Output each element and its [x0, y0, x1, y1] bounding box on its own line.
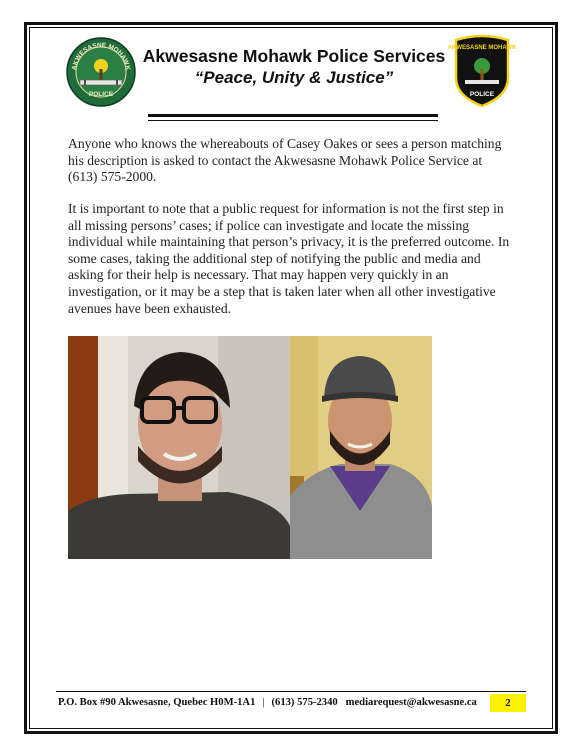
badge-bottom-text: POLICE [469, 91, 495, 98]
footer-phone: (613) 575-2340 [271, 697, 338, 708]
missing-person-photo-1 [68, 336, 290, 559]
person-photo-glasses-icon [68, 336, 290, 559]
footer-separator: | [262, 697, 265, 708]
police-seal-logo [66, 36, 136, 108]
person-photo-cap-icon [290, 336, 432, 559]
footer-address: P.O. Box #90 Akwesasne, Quebec H0M-1A1 [58, 697, 256, 708]
header-divider-thick [148, 114, 438, 117]
akwesasne-police-seal-icon [66, 36, 136, 108]
police-badge-logo [447, 34, 517, 108]
header-divider-thin [148, 120, 438, 121]
organization-name: Akwesasne Mohawk Police Services [142, 46, 446, 66]
badge-top-text: AKWESASNE MOHAWK [447, 45, 517, 51]
akwesasne-police-badge-icon [447, 34, 517, 108]
missing-person-photo-2 [290, 336, 432, 559]
footer-email: mediarequest@akwesasne.ca [345, 697, 477, 708]
policy-paragraph: It is important to note that a public request for information is not the first step in all missing persons’ cases; if police can investigate and locate the missing individual while maintaining that person’s privacy, it is the preferred outcome. In some cases, taking the additional step of notifying the public and media and asking for their help is necessary. That may happen very quickly in an investigation, or it may be a step that is taken later when all other investigative avenues have been exhausted. [68, 201, 510, 316]
contact-paragraph: Anyone who knows the whereabouts of Casey Oakes or sees a person matching his description is asked to contact the Akwesasne Mohawk Police Service at (613) 575-2000. [68, 136, 502, 185]
footer-divider [56, 691, 526, 692]
seal-ring-text: AKWESASNE MOHAWK [71, 41, 131, 71]
seal-bottom-text: POLICE [88, 91, 114, 98]
organization-motto: “Peace, Unity & Justice” [194, 68, 394, 87]
page-number: 2 [490, 694, 526, 712]
footer-contact-line [58, 697, 488, 708]
